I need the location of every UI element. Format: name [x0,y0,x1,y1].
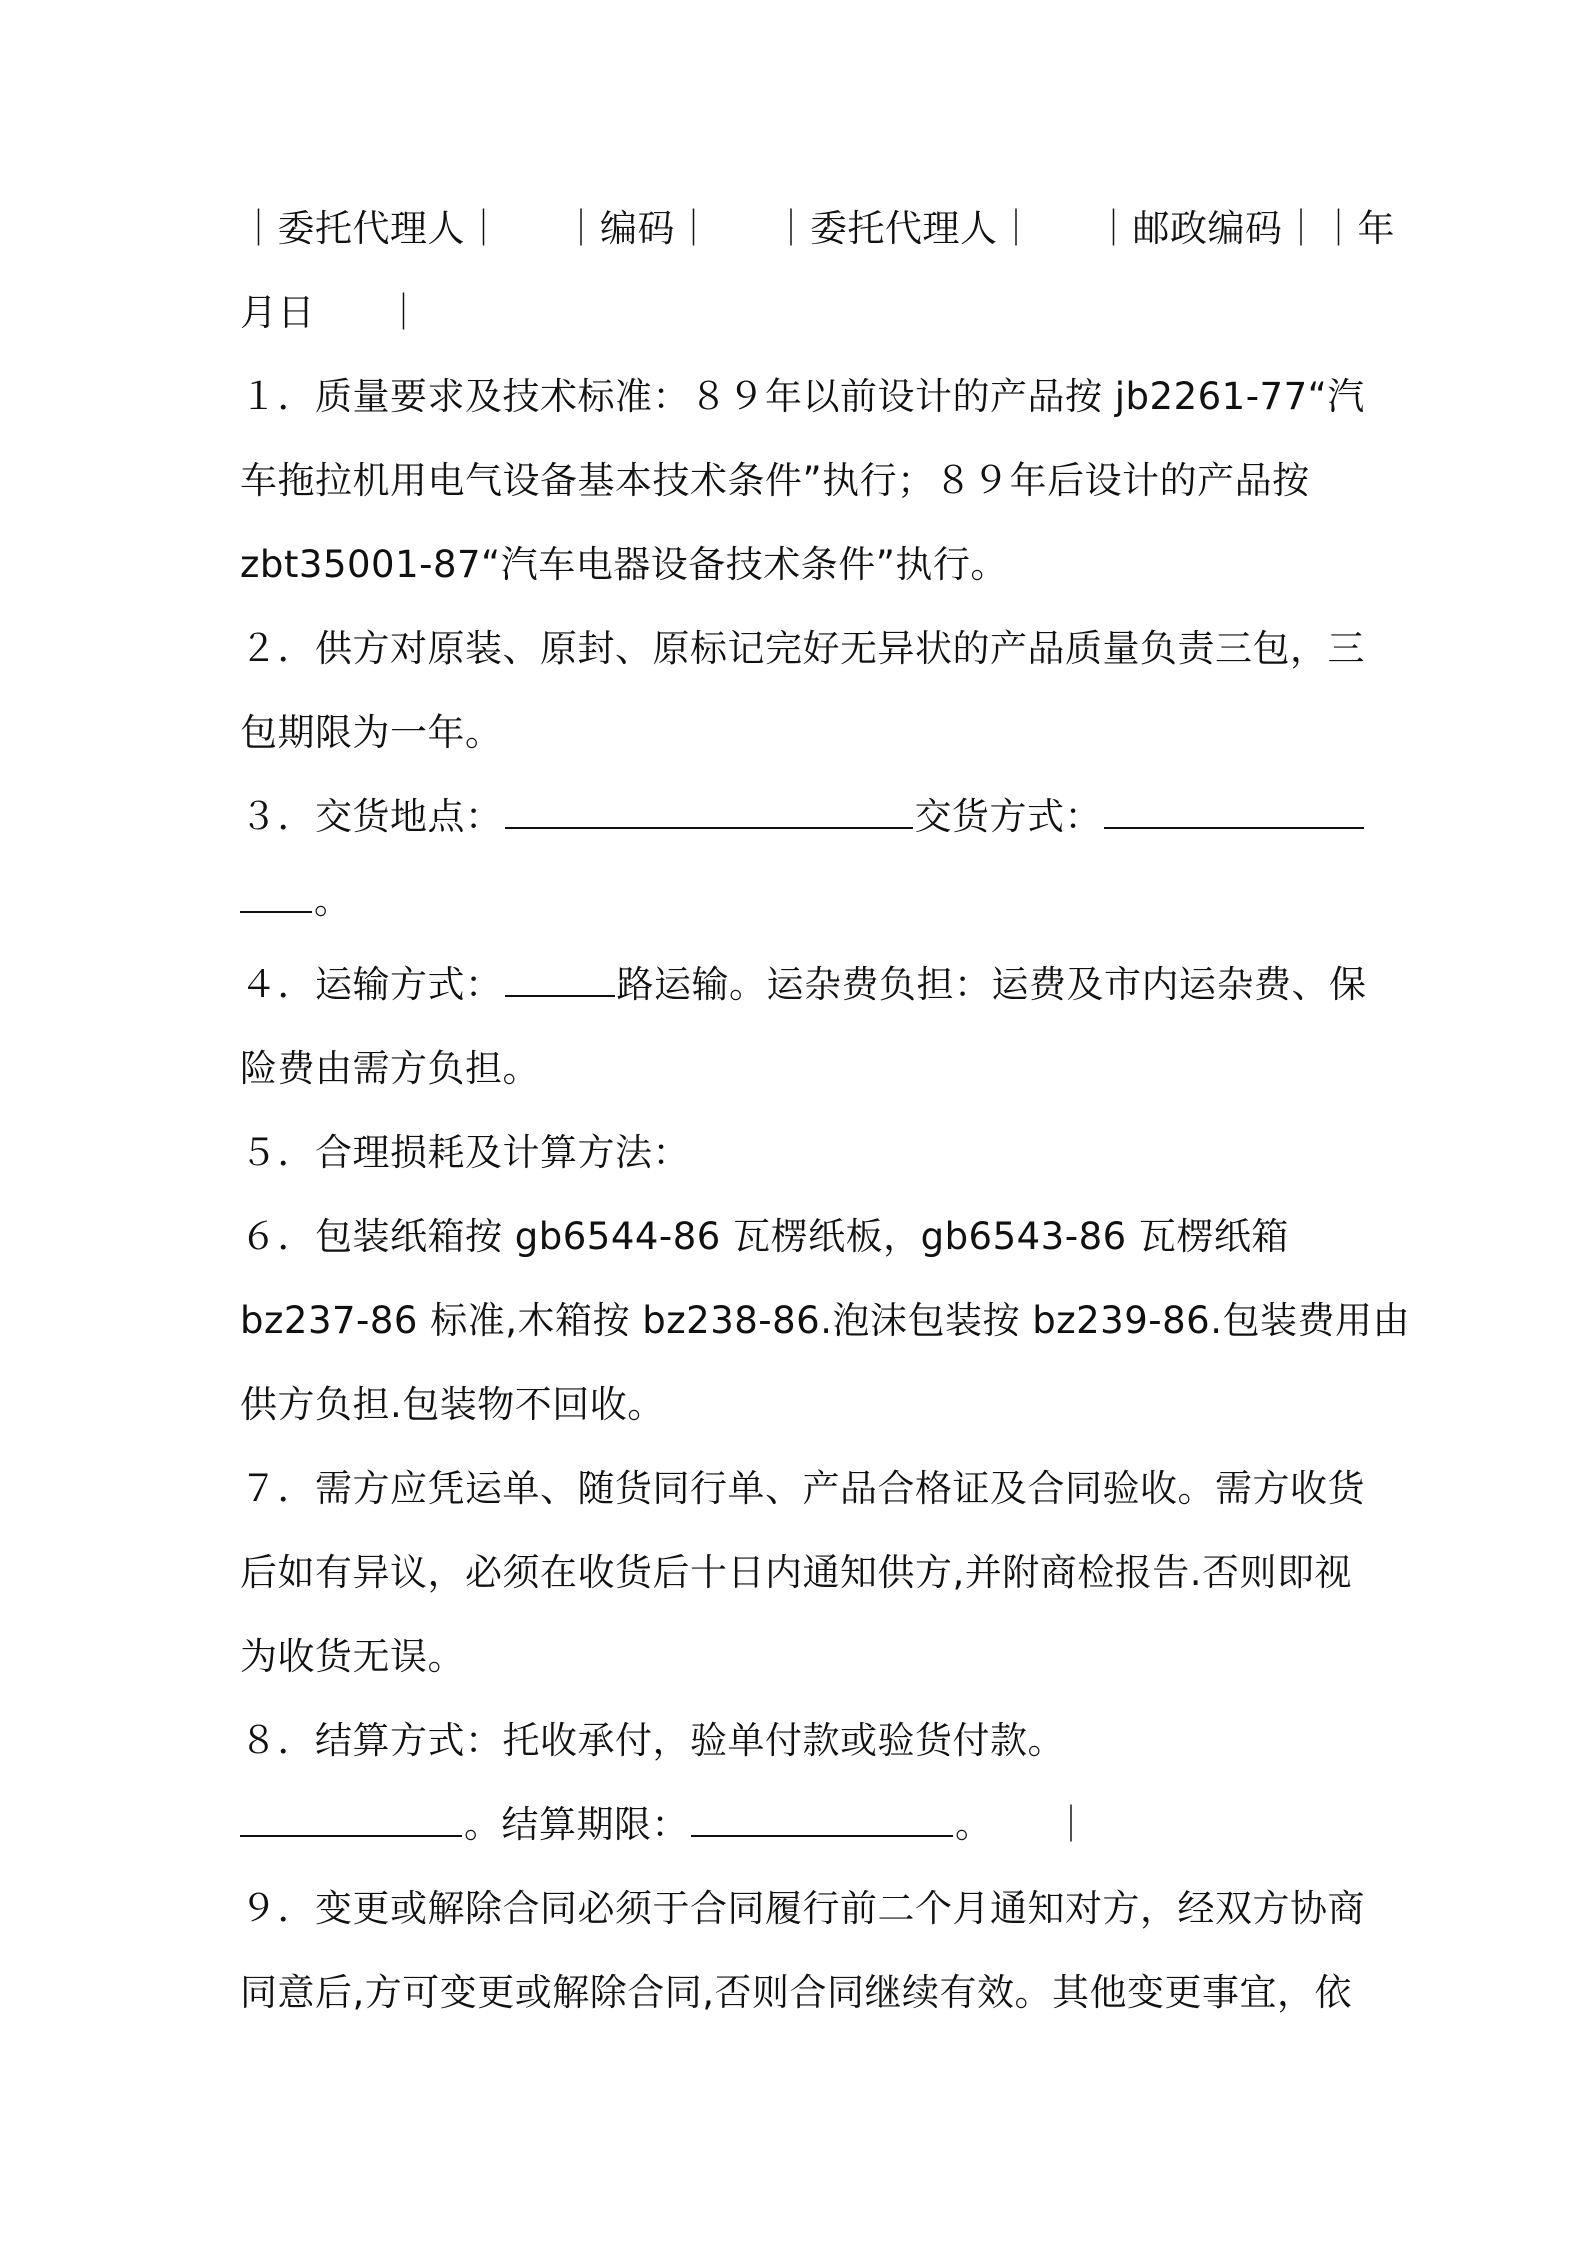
clause-2-line-2: 包期限为一年。 [240,711,503,754]
header-row-cont [240,271,1360,355]
clause-3-end: 。 [314,879,352,922]
clause-3-line-1 [240,775,1360,859]
clause-6-line-1: ６．包装纸箱按 gb6544-86 瓦楞纸板，gb6543-86 瓦楞纸箱 [240,1215,1289,1258]
transport-blank[interactable] [505,961,615,997]
transport-label: ４．运输方式： [240,963,503,1006]
clause-5-line-1: ５．合理损耗及计算方法： [240,1131,690,1174]
clause-7-line-1: ７．需方应凭运单、随货同行单、产品合格证及合同验收。需方收货 [240,1467,1365,1510]
clause-8-bar: ｜ [1052,1803,1090,1846]
clause-4-line-2: 险费由需方负担。 [240,1047,540,1090]
clause-1-line-3: zbt35001-87“汽车电器设备技术条件”执行。 [240,543,1008,586]
delivery-method-label: 交货方式： [914,795,1102,838]
clause-9-line-2: 同意后,方可变更或解除合同,否则合同继续有效。其他变更事宜，依 [240,1971,1353,2014]
clause-3-line-2 [240,859,1360,943]
clause-8-line-1: ８．结算方式：托收承付，验单付款或验货付款。 [240,1719,1065,1762]
clause-2-line-1: ２．供方对原装、原封、原标记完好无异状的产品质量负责三包，三 [240,627,1365,670]
clause-7-line-2: 后如有异议，必须在收货后十日内通知供方,并附商检报告.否则即视 [240,1551,1353,1594]
settlement-term-label: 。结算期限： [464,1803,689,1846]
transport-text: 路运输。运杂费负担：运费及市内运杂费、保 [616,963,1367,1006]
clause-8-line-2 [240,1783,1360,1867]
header-postal-code: ｜邮政编码｜ [1095,207,1320,250]
delivery-place-label: ３．交货地点： [240,795,503,838]
clause-1-line-2: 车拖拉机用电气设备基本技术条件”执行；８９年后设计的产品按 [240,459,1310,502]
delivery-method-blank[interactable] [1104,793,1364,829]
settlement-term-blank[interactable] [691,1801,953,1837]
settlement-method-blank[interactable] [240,1801,462,1837]
header-agent-a: ｜委托代理人｜ [240,207,503,250]
clause-9-line-1: ９．变更或解除合同必须于合同履行前二个月通知对方，经双方协商 [240,1887,1365,1930]
header-agent-b: ｜委托代理人｜ [772,207,1035,250]
header-month-day: 月日 [240,291,315,334]
delivery-place-blank[interactable] [505,793,913,829]
clause-8-end: 。 [955,1803,993,1846]
clause-1-line-1: １．质量要求及技术标准：８９年以前设计的产品按 jb2261-77“汽 [240,375,1365,418]
header-end-bar: ｜ [385,291,423,334]
clause-4-line-1 [240,943,1367,1027]
header-row [240,187,1395,271]
header-code: ｜编码｜ [562,207,713,250]
clause-6-line-3: 供方负担.包装物不回收。 [240,1383,665,1426]
clause-6-line-2: bz237-86 标准,木箱按 bz238-86.泡沫包装按 bz239-86.包装费用由 [240,1299,1410,1342]
clause-7-line-3: 为收货无误。 [240,1635,465,1678]
delivery-method-blank-cont[interactable] [240,877,312,913]
header-year: ｜年 [1320,207,1395,250]
